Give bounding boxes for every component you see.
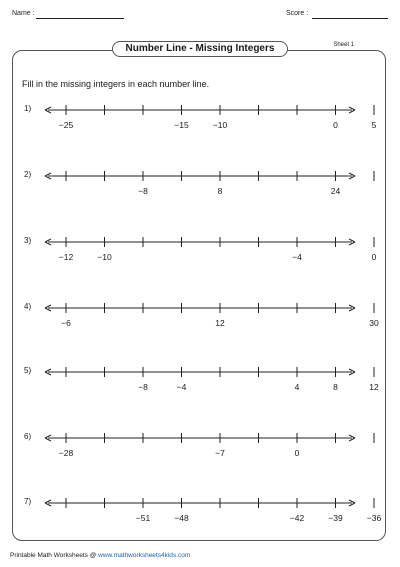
tick-label: 12	[369, 382, 379, 392]
tick-label: 30	[369, 318, 379, 328]
missing-integer-blank[interactable]	[251, 317, 267, 329]
tick-label: −28	[58, 448, 74, 458]
tick-label: 8	[217, 186, 223, 196]
missing-integer-blank[interactable]	[97, 512, 113, 524]
missing-integer-blank[interactable]	[328, 317, 344, 329]
tick-label: −10	[97, 252, 112, 262]
missing-integer-blank[interactable]	[174, 317, 190, 329]
sheet-label: Sheet 1	[333, 42, 354, 48]
missing-integer-blank[interactable]	[289, 317, 305, 329]
missing-integer-blank[interactable]	[174, 251, 190, 263]
tick-label: −15	[174, 120, 189, 130]
score-label: Score :	[286, 10, 309, 17]
missing-integer-blank[interactable]	[251, 447, 267, 459]
problem-4	[0, 302, 400, 342]
number-line	[44, 236, 377, 272]
problem-2	[0, 170, 400, 210]
missing-integer-blank[interactable]	[97, 119, 113, 131]
missing-integer-blank[interactable]	[135, 447, 151, 459]
problem-5	[0, 366, 400, 406]
tick-label: −7	[215, 448, 225, 458]
problem-7	[0, 497, 400, 537]
tick-label: 5	[371, 120, 377, 130]
name-field-line[interactable]	[36, 18, 124, 19]
problem-number: 4)	[24, 302, 32, 311]
number-line	[44, 170, 356, 206]
tick-label: 24	[330, 186, 341, 196]
number-line	[44, 302, 379, 338]
problem-3	[0, 236, 400, 276]
tick-label: 4	[294, 382, 300, 392]
missing-integer-blank[interactable]	[251, 185, 267, 197]
missing-integer-blank[interactable]	[366, 447, 382, 459]
missing-integer-blank[interactable]	[212, 251, 228, 263]
footer-prefix: Printable Math Worksheets @	[10, 552, 99, 559]
worksheet-title: Number Line - Missing Integers	[112, 41, 288, 57]
missing-integer-blank[interactable]	[97, 317, 113, 329]
tick-label: −8	[138, 186, 148, 196]
missing-integer-blank[interactable]	[97, 381, 113, 393]
missing-integer-blank[interactable]	[174, 185, 190, 197]
tick-label: −6	[61, 318, 71, 328]
missing-integer-blank[interactable]	[135, 251, 151, 263]
missing-integer-blank[interactable]	[328, 447, 344, 459]
missing-integer-blank[interactable]	[97, 447, 113, 459]
problem-number: 1)	[24, 104, 32, 113]
name-label: Name :	[12, 10, 35, 17]
tick-label: −4	[176, 382, 187, 392]
tick-label: 0	[333, 120, 338, 130]
tick-label: −42	[289, 513, 305, 523]
missing-integer-blank[interactable]	[135, 317, 151, 329]
tick-label: −51	[135, 513, 151, 523]
tick-label: 0	[294, 448, 300, 458]
missing-integer-blank[interactable]	[97, 185, 113, 197]
problem-number: 3)	[24, 236, 32, 245]
footer-site-link[interactable]: www.mathworksheets4kids.com	[98, 552, 191, 559]
tick-label: −10	[212, 120, 228, 130]
problem-number: 2)	[24, 170, 32, 179]
missing-integer-blank[interactable]	[212, 512, 228, 524]
number-line	[44, 366, 379, 402]
missing-integer-blank[interactable]	[251, 119, 267, 131]
missing-integer-blank[interactable]	[251, 512, 267, 524]
problem-number: 6)	[24, 432, 32, 441]
missing-integer-blank[interactable]	[289, 185, 305, 197]
problem-number: 5)	[24, 366, 32, 375]
problem-6	[0, 432, 400, 472]
missing-integer-blank[interactable]	[212, 381, 228, 393]
missing-integer-blank[interactable]	[251, 381, 267, 393]
missing-integer-blank[interactable]	[174, 447, 190, 459]
tick-label: 0	[371, 252, 377, 262]
tick-label: 12	[215, 318, 225, 328]
problem-1	[0, 104, 400, 144]
missing-integer-blank[interactable]	[289, 119, 305, 131]
missing-integer-blank[interactable]	[58, 381, 74, 393]
tick-label: −39	[328, 513, 343, 523]
number-line	[44, 432, 356, 468]
missing-integer-blank[interactable]	[366, 185, 382, 197]
tick-label: −36	[366, 513, 382, 523]
tick-label: −48	[174, 513, 189, 523]
missing-integer-blank[interactable]	[328, 251, 344, 263]
missing-integer-blank[interactable]	[58, 185, 74, 197]
tick-label: −25	[58, 120, 74, 130]
missing-integer-blank[interactable]	[135, 119, 151, 131]
tick-label: −4	[292, 252, 302, 262]
tick-label: −8	[138, 382, 148, 392]
tick-label: 8	[333, 382, 338, 392]
number-line	[44, 497, 382, 533]
missing-integer-blank[interactable]	[251, 251, 267, 263]
tick-label: −12	[58, 252, 74, 262]
footer	[10, 552, 190, 559]
missing-integer-blank[interactable]	[58, 512, 74, 524]
problem-number: 7)	[24, 497, 32, 506]
instructions: Fill in the missing integers in each number line.	[22, 79, 210, 89]
score-field-line[interactable]	[312, 18, 388, 19]
number-line	[44, 104, 377, 140]
